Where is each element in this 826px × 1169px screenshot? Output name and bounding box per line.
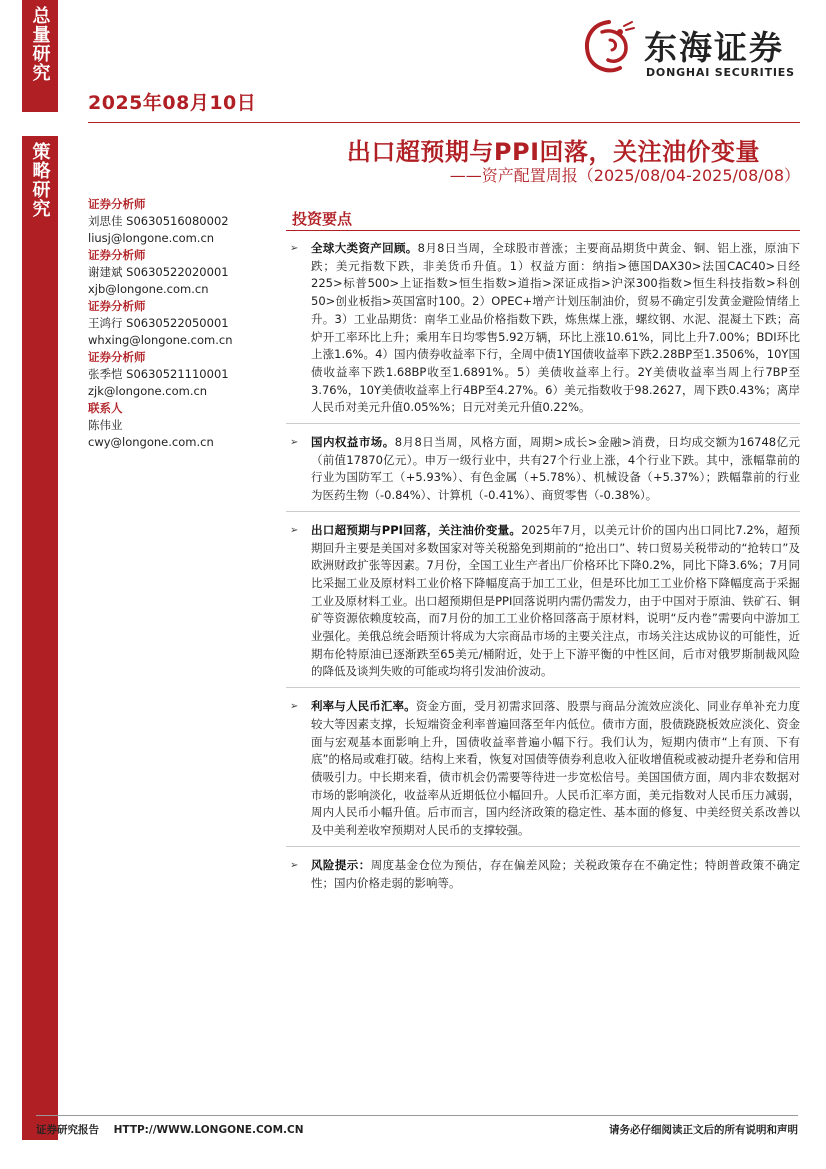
analyst-email[interactable]: zjk@longone.com.cn (88, 384, 208, 398)
bullet-text: 8月8日当周，风格方面，周期>成长>金融>消费，日均成交额为16748亿元（前值17870亿元）。申万一级行业中，共有27个行业上涨，4个行业下跌。其中，涨幅靠前的行业为国防军工（+5.93%）、有色金属（+5.78%）、机械设备（+5.37%）；跌幅靠前的行业为医药生物（-0.84%）、计算机（-0.41%）、商贸零售（-0.38%）。 (311, 435, 801, 503)
report-category-tab: 总量研究 (22, 0, 58, 112)
bullet-lead: 国内权益市场。 (311, 435, 395, 450)
logo-english-text: DONGHAI SECURITIES (646, 66, 795, 79)
bullet-paragraph (286, 698, 800, 840)
section-divider (286, 230, 800, 231)
logo-chinese-text: 东海证券 (644, 28, 784, 67)
report-title: 出口超预期与PPI回落，关注油价变量 (346, 138, 760, 166)
analyst-role: 联系人 (88, 401, 123, 415)
bullet-paragraph (286, 434, 800, 505)
bullet-arrow-icon: ➢ (290, 859, 299, 871)
bullet-paragraph (286, 857, 800, 892)
bullet-paragraph (286, 522, 800, 681)
analyst-name: 王鸿行 S0630522050001 (88, 316, 229, 330)
footer-divider (36, 1115, 798, 1116)
analyst-name: 谢建斌 S0630522020001 (88, 265, 229, 279)
analyst-name: 刘思佳 S0630516080002 (88, 214, 229, 228)
footer-disclaimer: 请务必仔细阅读正文后的所有说明和声明 (609, 1124, 798, 1136)
main-content (286, 240, 800, 892)
footer-left-text: 证券研究报告 HTTP://WWW.LONGONE.COM.CN (36, 1124, 304, 1136)
analyst-role: 证券分析师 (88, 350, 146, 364)
dragon-emblem-icon (580, 18, 638, 78)
bullet-arrow-icon: ➢ (290, 701, 299, 713)
analyst-role: 证券分析师 (88, 197, 146, 211)
analyst-name: 张季恺 S0630521110001 (88, 367, 229, 381)
analyst-role: 证券分析师 (88, 299, 146, 313)
bullet-text: 2025年7月，以美元计价的国内出口同比7.2%，超预期回升主要是美国对多数国家对等关税豁免到期前的“抢出口”、转口贸易关税带动的“抢转口”及欧洲财政扩张等因素。7月份，全国工业生产者出厂价格环比下降0.2%，同比下降3.6%；7月同比采掘工业及原材料工业价格下降幅度高于加工工业，但是环比加工工业价格下降幅度高于采掘工业及原材料工业。出口超预期但是PPI回落说明内需仍需发力，由于中国对于原油、铁矿石、铜矿等资源依赖度较高，而7月份的加工工业价格回落高于原材料，说明“反内卷”需要向中游加工业强化。美俄总统会晤预计将成为大宗商品市场的主要关注点，市场关注达成协议的可能性，近期布伦特原油已逐渐跌至65美元/桶附近，处于上下游平衡的中性区间，后市对俄罗斯制裁风险的降低及谈判失败的可能或均将引发油价波动。 (311, 522, 800, 679)
bullet-arrow-icon: ➢ (290, 437, 299, 449)
section-heading: 投资要点 (292, 210, 353, 228)
bullet-lead: 全球大类资产回顾。 (311, 241, 418, 255)
report-subtitle: ——资产配置周报（2025/08/04-2025/08/08） (449, 166, 800, 185)
bullet-lead: 利率与人民币汇率。 (311, 699, 416, 714)
department-tab: 策略研究 (22, 136, 58, 1140)
company-logo (580, 14, 800, 84)
analyst-email[interactable]: cwy@longone.com.cn (88, 435, 214, 449)
bullet-paragraph (286, 240, 800, 417)
bullet-text: 8月8日当周，全球股市普涨；主要商品期货中黄金、铜、铝上涨，原油下跌；美元指数下跌，非美货币升值。1）权益方面：纳指>德国DAX30>法国CAC40>日经225>标普500>上证指数>恒生指数>道指>深证成指>沪深300指数>恒生科技指数>科创50>创业板指>英国富时100。2）OPEC+增产计划压制油价，贸易不确定引发黄金避险情绪上升。3）工业品期货：南华工业品价格指数下跌，炼焦煤上涨，螺纹钢、水泥、混凝土下跌；高炉开工率环比上升；乘用车日均零售5.92万辆，环比上涨10.61%，同比上升7.00%；BDI环比上涨1.6%。4）国内债券收益率下行，全周中债1Y国债收益率下跌2.28BP至1.3506%，10Y国债收益率下跌1.68BP收至1.6891%。5）美债收益率上行。2Y美债收益率当周上行7BP至3.76%，10Y美债收益率上行4BP至4.27%。6）美元指数收于98.2627，周下跌0.43%；离岸人民币对美元升值0.05%%；日元对美元升值0.22%。 (311, 241, 800, 415)
analyst-email[interactable]: xjb@longone.com.cn (88, 282, 209, 296)
header-divider (88, 122, 800, 123)
bullet-separator (286, 511, 800, 512)
bullet-text: 周度基金仓位为预估，存在偏差风险；关税政策存在不确定性；特朗普政策不确定性；国内价格走弱的影响等。 (311, 857, 800, 890)
bullet-lead: 风险提示： (311, 857, 371, 872)
bullet-lead: 出口超预期与PPI回落，关注油价变量。 (311, 522, 522, 537)
analyst-sidebar (88, 196, 268, 451)
bullet-text: 资金方面，受月初需求回落、股票与商品分流效应淡化、同业存单补充力度较大等因素支撑，长短端资金利率普遍回落至年内低位。债市方面，股债跷跷板效应淡化、资金面与宏观基本面影响上升，国债收益率普遍小幅下行。我们认为，短期内债市“上有顶、下有底”的格局或难打破。结构上来看，恢复对国债等债券利息收入征收增值税或被动提升老券和信用债吸引力。中长期来看，债市机会仍需要等待进一步宽松信号。美国国债方面，周内非农数据对市场的影响淡化，收益率从近期低位小幅回升。人民币汇率方面，美元指数对人民币压力减弱，周内人民币小幅升值。后市而言，国内经济政策的稳定性、基本面的修复、中美经贸关系改善以及中美利差收窄预期对人民币的支撑较强。 (311, 699, 801, 838)
analyst-name: 陈伟业 (88, 418, 123, 432)
bullet-separator (286, 687, 800, 688)
bullet-separator (286, 423, 800, 424)
bullet-arrow-icon: ➢ (290, 524, 299, 536)
analyst-email[interactable]: liusj@longone.com.cn (88, 231, 215, 245)
bullet-arrow-icon: ➢ (290, 243, 299, 254)
analyst-email[interactable]: whxing@longone.com.cn (88, 333, 233, 347)
analyst-role: 证券分析师 (88, 248, 146, 262)
report-date: 2025年08月10日 (88, 92, 257, 114)
bullet-separator (286, 846, 800, 847)
